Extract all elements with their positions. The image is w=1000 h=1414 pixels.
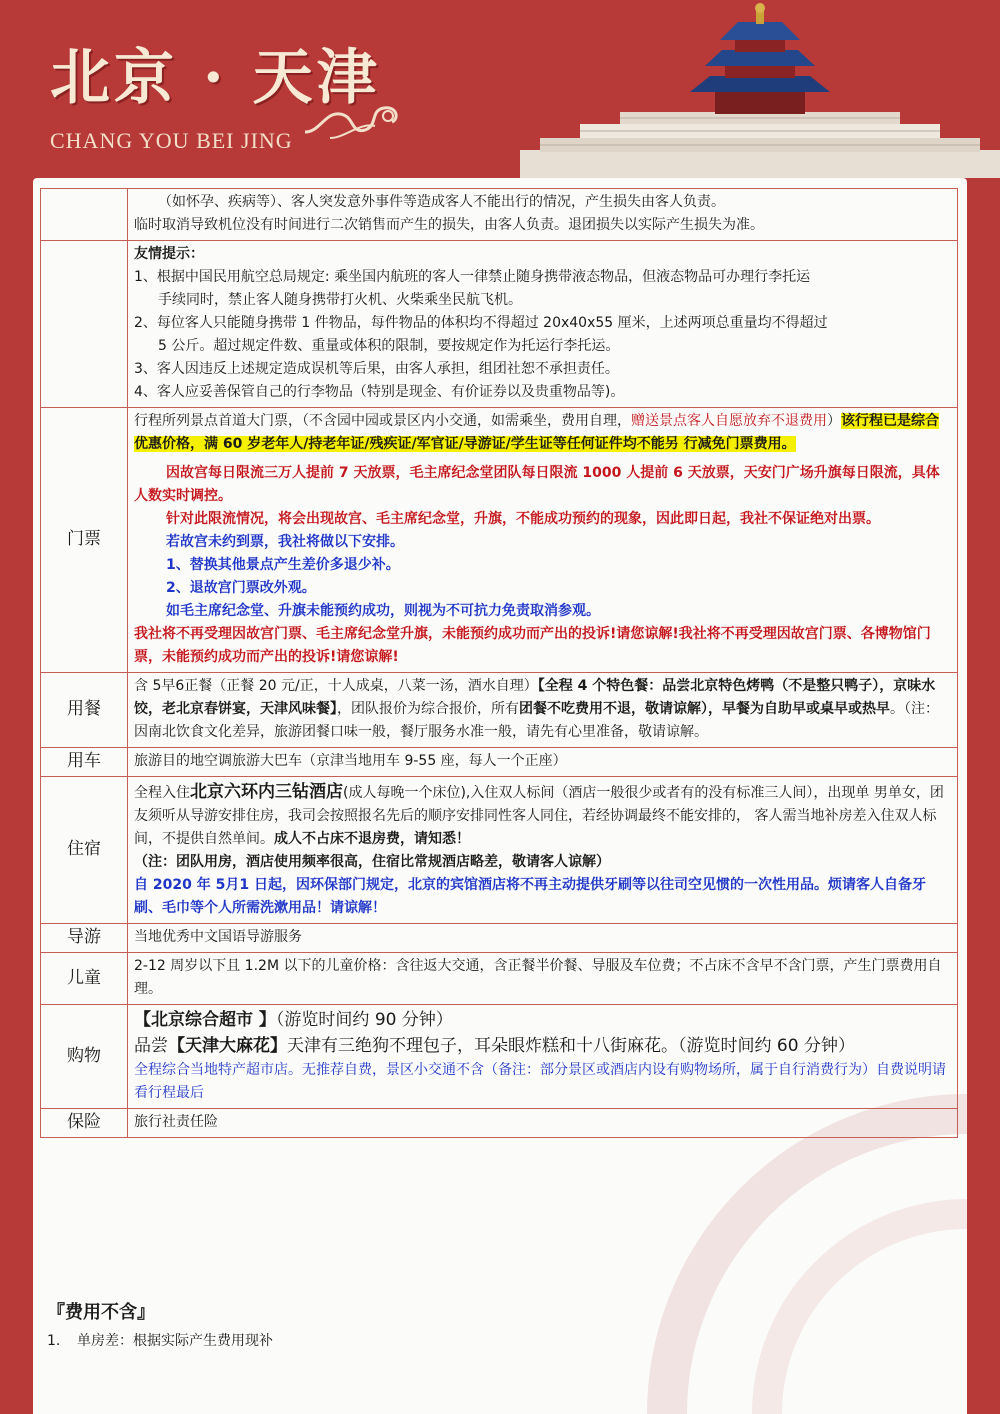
- tickets-label: 门票: [41, 408, 128, 673]
- table-row: [41, 1005, 958, 1109]
- tickets-cell: [128, 408, 958, 673]
- shopping-text: 品尝: [134, 1036, 168, 1056]
- hotel-text: (成人每晚一个床位),入住双人标间（酒店一般很少或者有的没有标准三人间），出现单 男单女，团友须听从导游安排住房，我司会按照报名先后的顺序安排同性客人同住，若经协调最终不能安排的， 客人需当地补房差入住双人标间，不提供自然单间。: [134, 785, 944, 847]
- tip-item: 4、客人应妥善保管自己的行李物品（特别是现金、有价证券以及贵重物品等)。: [134, 384, 625, 400]
- tickets-text: 行程所列景点首道大门票，（不含园中园或景区内小交通，如需乘坐，费用自理，: [134, 413, 631, 429]
- hotel-name: 北京六环内三钻酒店: [190, 782, 343, 802]
- page-header: [0, 0, 1000, 178]
- vehicle-label: 用车: [41, 748, 128, 777]
- tickets-text: ）: [827, 413, 841, 429]
- hotel-text: 全程入住: [134, 785, 190, 801]
- tip-item: 1、根据中国民用航空总局规定: 乘坐国内航班的客人一律禁止随身携带液态物品，但液态物品可办理行李托运: [134, 269, 811, 285]
- itinerary-table: [40, 188, 958, 1138]
- tip-item: 3、客人因违反上述规定造成误机等后果，由客人承担，组团社恕不承担责任。: [134, 361, 619, 377]
- arrangement-item: 2、退故宫门票改外观。: [166, 580, 316, 596]
- table-row: [41, 777, 958, 924]
- cancellation-note-1: （如怀孕、疾病等）、客人突发意外事件等造成客人不能出行的情况，产生损失由客人负责。: [158, 194, 725, 210]
- meals-text: ，团队报价为综合报价，所有: [337, 701, 519, 717]
- page-subtitle: CHANG YOU BEI JING: [50, 128, 293, 153]
- table-row: [41, 189, 958, 241]
- tickets-free-note: 赠送景点客人自愿放弃不退费用: [631, 413, 827, 429]
- tip-item: 5 公斤。超过规定件数、重量或体积的限制，要按规定作为托运行李托运。: [158, 338, 620, 354]
- arrangement-item: 如毛主席纪念堂、升旗未能预约成功，则视为不可抗力免责取消参观。: [166, 603, 600, 619]
- list-item-number: 1.: [47, 1333, 61, 1349]
- cancellation-note-2: 临时取消导致机位没有时间进行二次销售而产生的损失，由客人负责。退团损失以实际产生损失为准。: [134, 217, 764, 233]
- booking-notice: 针对此限流情况，将会出现故宫、毛主席纪念堂，升旗，不能成功预约的现象，因此即日起，我社不保证绝对出票。: [166, 511, 880, 527]
- list-item-text: 单房差：根据实际产生费用现补: [77, 1333, 273, 1349]
- meals-bold: 团餐不吃费用不退，敬请谅解），早餐为自助早或桌早或热早: [519, 701, 890, 717]
- meals-cell: [128, 673, 958, 748]
- arrangement-item: 1、替换其他景点产生差价多退少补。: [166, 557, 400, 573]
- itinerary-panel: [33, 178, 967, 1414]
- cloud-swirl-icon: [300, 92, 410, 142]
- table-row: [41, 748, 958, 777]
- hotel-cell: [128, 777, 958, 924]
- meals-text: 含 5早6正餐（正餐 20 元/正，十人成桌，八菜一汤，酒水自理）: [134, 678, 538, 694]
- tip-item: 2、每位客人只能随身携带 1 件物品，每件物品的体积均不得超过 20x40x55 厘米，上述两项总重量均不得超过: [134, 315, 828, 331]
- table-row: [41, 924, 958, 953]
- arrangement-title: 若故宫未约到票，我社将做以下安排。: [166, 534, 404, 550]
- tip-item: 手续同时，禁止客人随身携带打火机、火柴乘坐民航飞机。: [158, 292, 522, 308]
- insurance-label: 保险: [41, 1109, 128, 1138]
- hotel-toiletries-note: 自 2020 年 5月1 日起，因环保部门规定，北京的宾馆酒店将不再主动提供牙刷等以往司空见惯的一次性用品。烦请客人自备牙刷、毛巾等个人所需洗漱用品！请谅解！: [134, 877, 926, 916]
- discount-highlight: 该行程已是综合优惠价格，满 60 岁老年人/持老年证/残疾证/军官证/导游证/学生证等任何证件均不能另 行减免门票费用。: [134, 413, 939, 452]
- excluded-section: [47, 1300, 273, 1352]
- guide-text: 当地优秀中文国语导游服务: [128, 924, 958, 953]
- temple-of-heaven-icon: [520, 0, 1000, 178]
- shopping-time-2: 天津有三绝狗不理包子，耳朵眼炸糕和十八街麻花。（游览时间约 60 分钟）: [287, 1036, 855, 1056]
- shopping-cell: [128, 1005, 958, 1109]
- quota-notice: 因故宫每日限流三万人提前 7 天放票，毛主席纪念堂团队每日限流 1000 人提前 6 天放票，天安门广场升旗每日限流，具体人数实时调控。: [134, 465, 940, 504]
- shopping-time-1: （游览时间约 90 分钟）: [275, 1010, 453, 1030]
- vehicle-text: 旅游目的地空调旅游大巴车（京津当地用车 9-55 座，每人一个正座）: [128, 748, 958, 777]
- guide-label: 导游: [41, 924, 128, 953]
- table-row: [41, 408, 958, 673]
- hotel-label: 住宿: [41, 777, 128, 924]
- tips-title: 友情提示：: [134, 246, 204, 262]
- hotel-bed-note: 成人不占床不退房费，请知悉！: [274, 831, 470, 847]
- children-label: 儿童: [41, 953, 128, 1005]
- table-row: [41, 241, 958, 408]
- table-row: [41, 1109, 958, 1138]
- tips-cell: [128, 241, 958, 408]
- insurance-text: 旅行社责任险: [128, 1109, 958, 1138]
- shopping-store-2: 【天津大麻花】: [168, 1036, 287, 1056]
- table-row: [41, 953, 958, 1005]
- meals-special: 【全程 4 个特色餐：品尝北京特色烤鸭（不是整只鸭子），京味水饺，老北京春饼宴，天津风味餐】: [134, 678, 936, 717]
- meals-label: 用餐: [41, 673, 128, 748]
- page-title: 北京 · 天津: [50, 43, 381, 113]
- hotel-quality-note: （注：团队用房，酒店使用频率很高，住宿比常规酒店略差，敬请客人谅解）: [134, 854, 610, 870]
- meals-note: 。（注：因南北饮食文化差异，旅游团餐口味一般，餐厅服务水准一般，请先有心里准备，敬请谅解。: [134, 701, 939, 740]
- complaint-notice: 我社将不再受理因故宫门票、毛主席纪念堂升旗，未能预约成功而产出的投诉!请您谅解!我社将不再受理因故宫门票、各博物馆门票，未能预约成功而产出的投诉!请您谅解!: [134, 626, 931, 665]
- list-item: [47, 1330, 273, 1352]
- shopping-label: 购物: [41, 1005, 128, 1109]
- children-text: 2-12 周岁以下且 1.2M 以下的儿童价格：含往返大交通，含正餐半价餐、导服及车位费；不占床不含早不含门票，产生门票费用自理。: [128, 953, 958, 1005]
- excluded-title: 『费用不含』: [47, 1302, 155, 1323]
- shopping-note: 全程综合当地特产超市店。无推荐自费，景区小交通不含（备注：部分景区或酒店内设有购物场所，属于自行消费行为）自费说明请看行程最后: [134, 1062, 946, 1101]
- shopping-store-1: 【北京综合超市 】: [134, 1010, 276, 1030]
- table-row: [41, 673, 958, 748]
